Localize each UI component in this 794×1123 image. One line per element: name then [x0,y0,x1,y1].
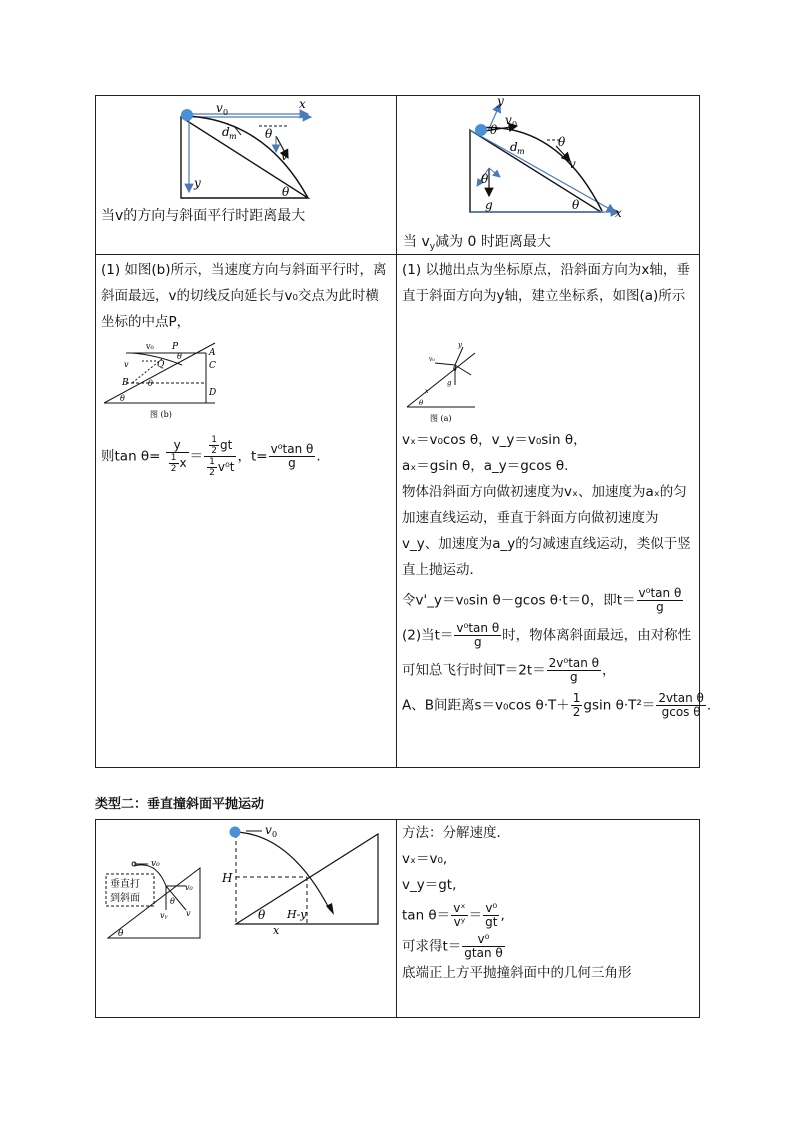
svg-text:v: v [186,909,191,918]
svg-text:P: P [172,342,179,352]
svg-text:0: 0 [272,830,278,839]
right-paragraph-2: 物体沿斜面方向做初速度为vₓ、加速度为aₓ的匀加速直线运动，垂直于斜面方向做初速度为v_y、加速度为a_y的匀减速直线运动，类似于竖直上抛运动． [402,484,691,578]
svg-text:v: v [124,360,129,369]
figure-b [102,335,242,421]
svg-text:θ: θ [558,135,566,149]
svg-text:D: D [209,388,217,398]
svg-text:d: d [222,125,230,139]
svg-text:v: v [216,101,223,115]
svg-text:v: v [281,149,288,163]
perpendicular-fig-cell [96,820,397,1018]
svg-text:0: 0 [223,108,229,117]
svg-text:y: y [194,176,201,190]
perpendicular-impact-diagrams [96,820,396,1018]
svg-text:θ: θ [170,897,175,906]
svg-text:d: d [510,140,518,154]
svg-text:θ: θ [177,352,182,361]
svg-text:θ: θ [453,366,457,373]
svg-text:v: v [569,157,576,171]
svg-text:θ: θ [572,198,580,212]
svg-text:g: g [447,379,452,387]
left-paragraph: (1) 如图(b)所示，当速度方向与斜面平行时，离斜面最远，v的切线反向延长与v₀交点为此时横坐标的中点P， [101,262,387,330]
tan-equation: 则tan θ= y $\frac{1}{2}$ x ＝ $\frac{1}{2}$ gt $\frac{1}{2}$ v⁰t ，t= $\frac{\text{v⁰tan θ}}{g}$ . [101,435,321,478]
svg-text:vᵧ: vᵧ [160,911,168,920]
svg-text:θ: θ [258,908,266,922]
fig-right-cell [397,96,700,255]
svg-text:Q: Q [157,360,165,370]
svg-text:v: v [265,823,272,837]
projectile-slope-table [95,95,712,768]
svg-text:x: x [425,388,429,395]
svg-text:0: 0 [512,120,518,129]
right-caption: 当 $v_y$减为 0 时距离最大 [403,234,551,252]
slope-diagram-vy-zero [397,96,697,221]
svg-text:θ: θ [118,929,124,939]
svg-text:v₀: v₀ [185,883,193,892]
svg-text:到斜面: 到斜面 [110,893,140,904]
svg-text:θ: θ [419,399,424,407]
svg-text:y: y [458,341,462,349]
figure-a [405,335,505,425]
svg-text:x: x [615,206,622,220]
svg-text:B: B [122,378,129,388]
svg-text:g: g [485,198,493,212]
svg-text:v₀: v₀ [151,859,160,869]
svg-text:A: A [209,348,216,358]
svg-text:垂直打: 垂直打 [110,879,140,890]
svg-text:x: x [273,924,280,937]
right-solution-cell [397,255,712,768]
left-caption: 当v的方向与斜面平行时距离最大 [101,208,306,224]
svg-text:m: m [517,147,525,156]
fig-left-cell [96,96,397,255]
method-lines: 方法：分解速度． vₓ＝v₀, v_y＝gt, tan θ＝ $\frac{\text{vˣ}}{\text{vʸ}}$ ＝ $\frac{\text{v⁰}}{gt}$ , 可求得t＝ $\frac{\text{v⁰}}{\text{gtan θ}}$ 底端正上方平抛撞斜面中的几何三角形 [402,825,632,981]
svg-text:H: H [222,871,233,885]
svg-text:v₀: v₀ [146,342,154,351]
svg-text:图 (a): 图 (a) [430,414,452,423]
svg-text:θ: θ [282,185,290,199]
svg-text:m: m [229,132,237,141]
perpendicular-method-cell [397,820,700,1018]
slope-diagram-max-distance-parallel [96,96,396,216]
svg-text:v: v [505,113,512,127]
svg-text:C: C [209,361,216,371]
right-equations: vₓ＝v₀cos θ，v_y＝v₀sin θ， aₓ＝gsin θ，a_y＝gcos θ. 物体沿斜面方向做初速度为vₓ、加速度为aₓ的匀加速直线运动，垂直于斜面方向做初速度为v_y、加速度为a_y的匀减速直线运动，类似于竖直上抛运动． 令v'_y＝v₀sin θ－gcos θ·t＝0，即t＝ $\frac{\text{v⁰tan θ}}{g}$ (2)当t＝ $\frac{\text{v⁰tan θ}}{g}$ 时，物体离斜面最远，由对称性 可知总飞行时间T＝2t＝ $\frac{\text{2v⁰tan θ}}{g}$ ， A、B间距离s＝v₀cos θ·T＋ $\frac{1}{2}$ gsin θ·T²＝ $\frac{\text{2vtan θ}}{\text{gcos θ}}$ . [402,432,712,719]
left-solution-cell [96,255,397,768]
svg-text:H-y: H-y [287,908,307,921]
right-paragraph-1: (1) 以抛出点为坐标原点，沿斜面方向为x轴，垂直于斜面方向为y轴，建立坐标系，如图(a)所示 [402,262,690,304]
svg-text:v₀: v₀ [429,356,435,363]
svg-text:θ: θ [148,379,153,388]
svg-text:θ: θ [120,394,125,403]
svg-text:x: x [299,97,306,111]
svg-text:θ: θ [481,172,489,186]
section-title: 类型二：垂直撞斜面平抛运动 [95,797,265,812]
svg-text:图 (b): 图 (b) [150,410,172,419]
svg-text:θ: θ [265,127,273,141]
perpendicular-impact-table [95,819,700,1018]
svg-text:y: y [497,96,504,108]
svg-text:θ: θ [490,123,498,137]
